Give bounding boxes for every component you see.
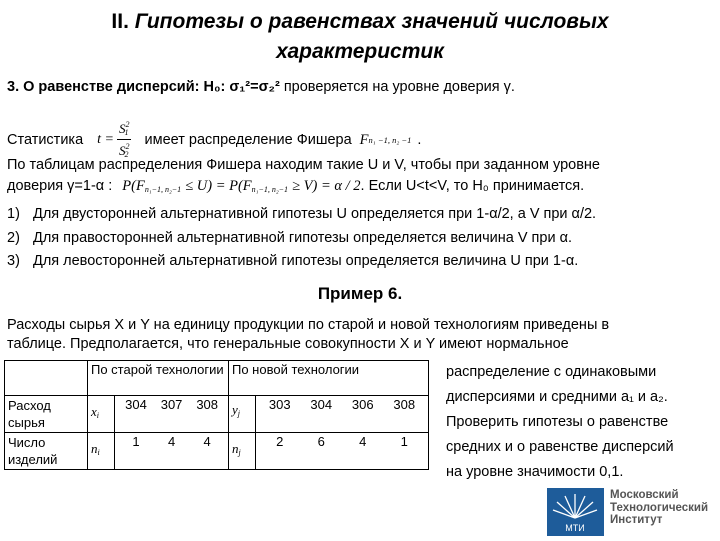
var-letter: x [91, 404, 97, 419]
fisher-formula-b: ≤ U) = P(F [185, 178, 252, 194]
fisher-line2 [7, 177, 584, 199]
section-heading [7, 78, 515, 96]
logo-line: Московский [610, 489, 679, 501]
example-right-line: дисперсиями и средними a₁ и a₂. [446, 389, 668, 405]
table-cell: 307 [160, 397, 183, 412]
fisher-line1: По таблицам распределения Фишера находим такие U и V, чтобы при заданном уровне [7, 157, 600, 173]
example-line1: Расходы сырья X и Y на единицу продукции по старой и новой технологиям приведены в [7, 317, 610, 333]
table-cell: 4 [203, 434, 211, 449]
logo-text [610, 489, 708, 527]
example-title: Пример 6. [317, 284, 403, 303]
section-label: 3. О равенстве дисперсий: [7, 79, 200, 95]
list-text: Для правосторонней альтернативной гипотезы определяется величина V при α. [33, 229, 572, 246]
example-line2: таблице. Предполагается, что генеральные совокупности X и Y имеют нормальное [7, 336, 569, 352]
fisher-f: F [359, 131, 369, 148]
row-label: Расход сырья [5, 396, 88, 433]
fisher-formula-c: ≥ V) = α / 2 [292, 178, 361, 194]
var-letter: n [91, 441, 98, 456]
list-item [7, 203, 596, 227]
table-cell: 4 [359, 434, 367, 449]
fisher-formula-sub1: n₁−1, n₂−1 [144, 185, 182, 194]
table-cell: 308 [393, 397, 416, 412]
list-item [7, 250, 596, 274]
table-cell: 6 [317, 434, 325, 449]
example-right-line: распределение с одинаковыми [446, 364, 657, 380]
row-label: Число изделий [5, 433, 88, 470]
list-num: 3) [7, 253, 20, 269]
frac-den-s: S [119, 143, 126, 158]
var-sub: j [237, 409, 241, 418]
var-letter: n [232, 441, 239, 456]
statistic-end: . [417, 131, 422, 148]
fisher-line2-prefix: доверия γ=1-α : [7, 178, 113, 194]
table-cell: 304 [310, 397, 333, 412]
table-cell: 2 [276, 434, 284, 449]
row-var [229, 396, 256, 433]
list-text: Для левосторонней альтернативной гипотезы определяется величина U при 1-α. [33, 253, 579, 269]
fisher-sub: n₁ −1, n₂ −1 [368, 134, 412, 145]
frac-den-sup: 2 [125, 142, 130, 151]
fisher-line2-suffix: . Если U<t<V, то H₀ принимается. [360, 178, 585, 194]
var-sub: j [238, 448, 241, 457]
table-cell: 1 [132, 434, 140, 449]
statistic-middle: имеет распределение Фишера [144, 131, 352, 148]
fisher-formula-a: P(F [122, 178, 145, 194]
list-num: 1) [7, 206, 20, 222]
frac-num-sup: 2 [125, 120, 130, 129]
title-line2: характеристик [276, 40, 444, 63]
list-num: 2) [7, 229, 20, 246]
section-rest: проверяется на уровне доверия γ. [283, 79, 515, 95]
table-corner [5, 361, 88, 396]
logo-line: Технологический [610, 501, 709, 514]
rules-list [7, 203, 596, 274]
example-right-line: Проверить гипотезы о равенстве [446, 414, 669, 430]
table-header-new [229, 361, 429, 396]
table-cell: 4 [167, 434, 176, 449]
statistic-prefix: Статистика [7, 131, 84, 148]
table-cell: 304 [125, 397, 147, 412]
example-right-line: средних и о равенстве дисперсий [446, 439, 674, 455]
row-values-new [256, 433, 429, 470]
frac-den-sub: 2 [124, 150, 129, 159]
table-header-old [88, 361, 229, 396]
frac-num-sub: 1 [124, 128, 129, 137]
statistic-t: t = [97, 131, 114, 147]
table-cell: 308 [196, 397, 219, 412]
row-values-old [115, 396, 229, 433]
table-cell: 306 [351, 397, 374, 412]
table-cell: 1 [400, 434, 408, 449]
statistic-line [7, 118, 421, 161]
fisher-formula-sub2: n₁−1, n₂−1 [251, 185, 289, 194]
table-header-row [5, 361, 429, 396]
list-text: Для двусторонней альтернативной гипотезы U определяется при 1-α/2, а V при α/2. [33, 206, 597, 222]
new-header-text: По новой технологии [232, 362, 360, 377]
row-values-new [256, 396, 429, 433]
table-row [5, 396, 429, 433]
page-title-line2 [0, 38, 720, 66]
title-line1: Гипотезы о равенствах значений числовых [134, 10, 609, 33]
row-values-old [115, 433, 229, 470]
row-var [88, 433, 115, 470]
page-title [0, 8, 720, 36]
data-table [4, 360, 429, 470]
example-right-line: на уровне значимости 0,1. [446, 464, 624, 480]
institute-logo [547, 488, 604, 536]
statistic-fraction [117, 118, 131, 161]
logo-mark-text: МТИ [565, 523, 585, 533]
title-prefix: II. [111, 10, 135, 33]
var-letter: y [232, 402, 238, 417]
old-header-text: По старой технологии [91, 362, 224, 377]
logo-icon [547, 488, 604, 536]
table-cell: 303 [268, 397, 291, 412]
var-sub: i [96, 411, 100, 420]
list-item [7, 227, 596, 251]
section-hypothesis: H₀: σ₁²=σ₂² [203, 79, 280, 95]
logo-line: Институт [610, 514, 663, 526]
frac-num-s: S [119, 121, 126, 136]
row-var [229, 433, 256, 470]
row-var [88, 396, 115, 433]
table-row [5, 433, 429, 470]
var-sub: i [97, 448, 100, 457]
